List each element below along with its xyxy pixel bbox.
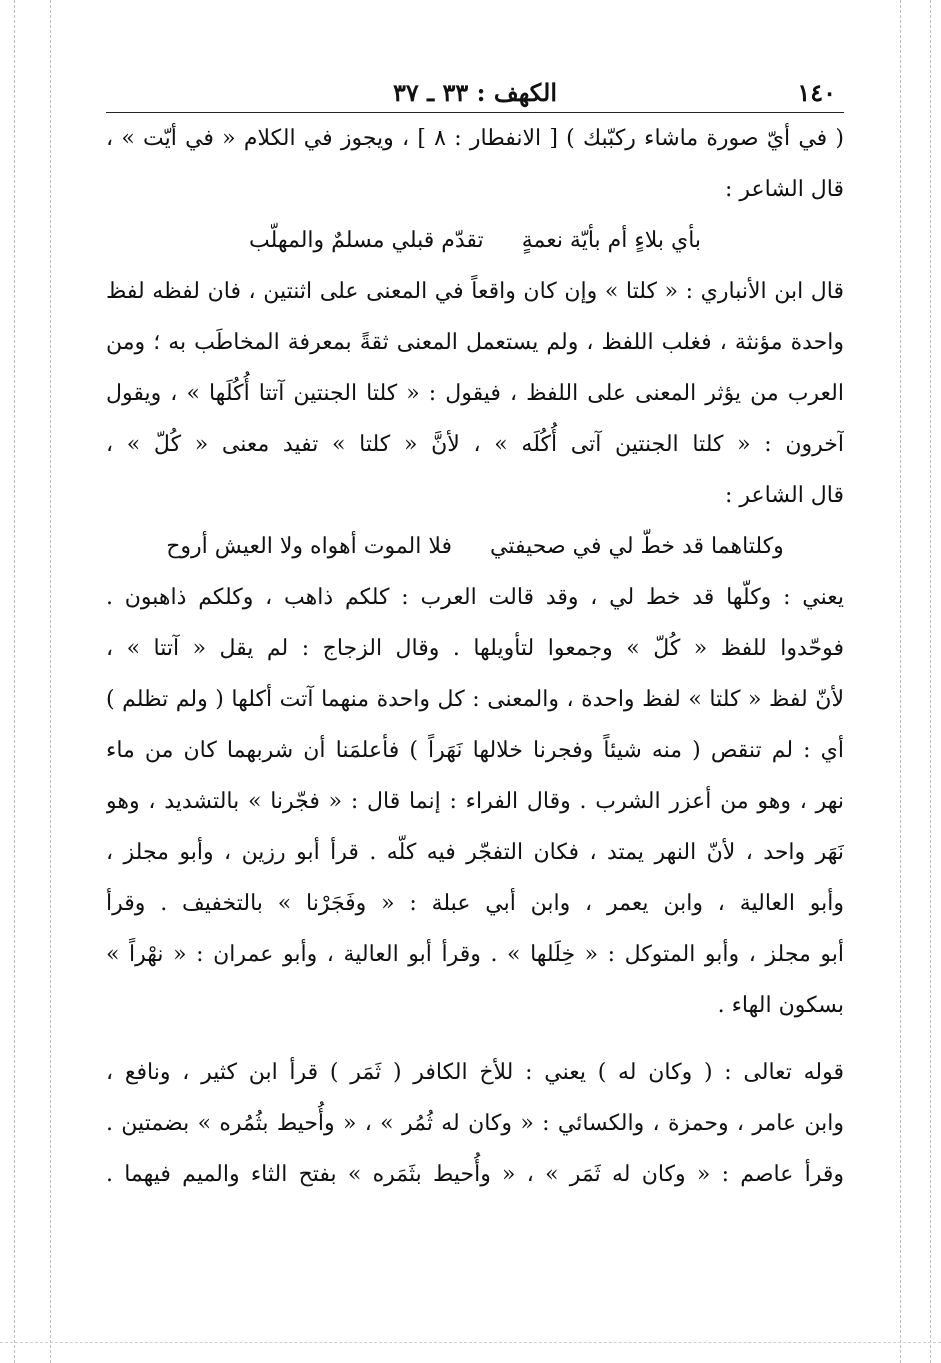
text-line: ( في أيّ صورة ماشاء ركبّبك ) [ الانفطار : ٨ ] ، ويجوز في الكلام « في أيّت » ،: [106, 126, 844, 151]
text-line: قال ابن الأنباري : « كلتا » وإن كان واقعاً في المعنى على اثنتين ، فان لفظه لفظ: [106, 279, 844, 304]
running-title: الكهف : ٣٣ ـ ٣٧: [392, 78, 558, 107]
verse-hemistich-second: تقدّم قبلي مسلمٌ والمهلّب: [248, 228, 484, 253]
page-header: [106, 66, 844, 113]
text-line: قال الشاعر :: [724, 483, 844, 508]
text-line: وأبو العالية ، وابن يعمر ، وابن أبي عبلة : « وفَجَرْنا » بالتخفيف . وقرأ: [106, 891, 844, 916]
text-line: قوله تعالى : ( وكان له ) يعني : للأخ الكافر ( ثَمَر ) قرأ ابن كثير ، ونافع ،: [106, 1060, 844, 1085]
verse-hemistich-first: وكلتاهما قد خطّ لي في صحيفتي: [490, 534, 784, 559]
text-line: وابن عامر ، وحمزة ، والكسائي : « وكان له ثُمُر » ، « وأُحيط بثُمُره » بضمتين .: [106, 1111, 844, 1136]
text-line: أي : لم تنقص ( منه شيئاً وفجرنا خلالها نَهَراً ) فأعلمَنا أن شربهما كان من ماء: [106, 738, 844, 763]
paragraph-gap: [106, 1031, 844, 1047]
text-line: واحدة مؤنثة ، فغلب اللفظ ، ولم يستعمل المعنى ثقةً بمعرفة المخاطَب به ؛ ومن: [106, 330, 844, 355]
book-page: [106, 66, 844, 1200]
margin-guide-right: [930, 0, 931, 1363]
margin-guide-left-inner: [50, 0, 51, 1363]
margin-guide-right-inner: [900, 0, 901, 1363]
text-line: قال الشاعر :: [724, 177, 844, 202]
text-line: فوحّدوا للفظ « كُلّ » وجمعوا لتأويلها . وقال الزجاج : لم يقل « آتتا » ،: [106, 636, 844, 661]
text-line: لأنّ لفظ « كلتا » لفظ واحدة ، والمعنى : كل واحدة منهما آتت أكلها ( ولم تظلم ): [106, 687, 844, 712]
poetry-verse: [106, 215, 844, 266]
text-line: بسكون الهاء .: [717, 993, 844, 1018]
page-number: ١٤٠: [797, 78, 836, 107]
text-line: أبو مجلز ، وأبو المتوكل : « خِلَلها » . وقرأ أبو العالية ، وأبو عمران : « نهْراً »: [106, 942, 844, 967]
verse-hemistich-second: فلا الموت أهواه ولا العيش أروح: [166, 534, 453, 559]
text-line: يعني : وكلّها قد خط لي ، وقد قالت العرب : كلكم ذاهب ، وكلكم ذاهبون .: [106, 585, 844, 610]
text-line: العرب من يؤثر المعنى على اللفظ ، فيقول : « كلتا الجنتين آتتا أُكُلَها » ، ويقول: [106, 381, 844, 406]
text-line: نهر ، وهو من أعزر الشرب . وقال الفراء : إنما قال : « فجّرنا » بالتشديد ، وهو: [106, 789, 844, 814]
margin-guide-left: [14, 0, 15, 1363]
text-line: نَهَر واحد ، لأنّ النهر يمتد ، فكان التفجّر فيه كلّه . قرأ أبو رزين ، وأبو مجلز ،: [106, 840, 844, 865]
verse-hemistich-first: بأي بلاءٍ أم بأيّة نعمةٍ: [521, 228, 702, 253]
text-line: آخرون : « كلتا الجنتين آتى أُكُلَه » ، لأنَّ « كلتا » تفيد معنى « كُلّ » ،: [106, 432, 844, 457]
poetry-verse: [106, 521, 844, 572]
text-line: وقرأ عاصم : « وكان له ثَمَر » ، « وأُحيط بثَمَره » بفتح الثاء والميم فيهما .: [106, 1162, 844, 1187]
margin-guide-bottom: [0, 1342, 941, 1343]
